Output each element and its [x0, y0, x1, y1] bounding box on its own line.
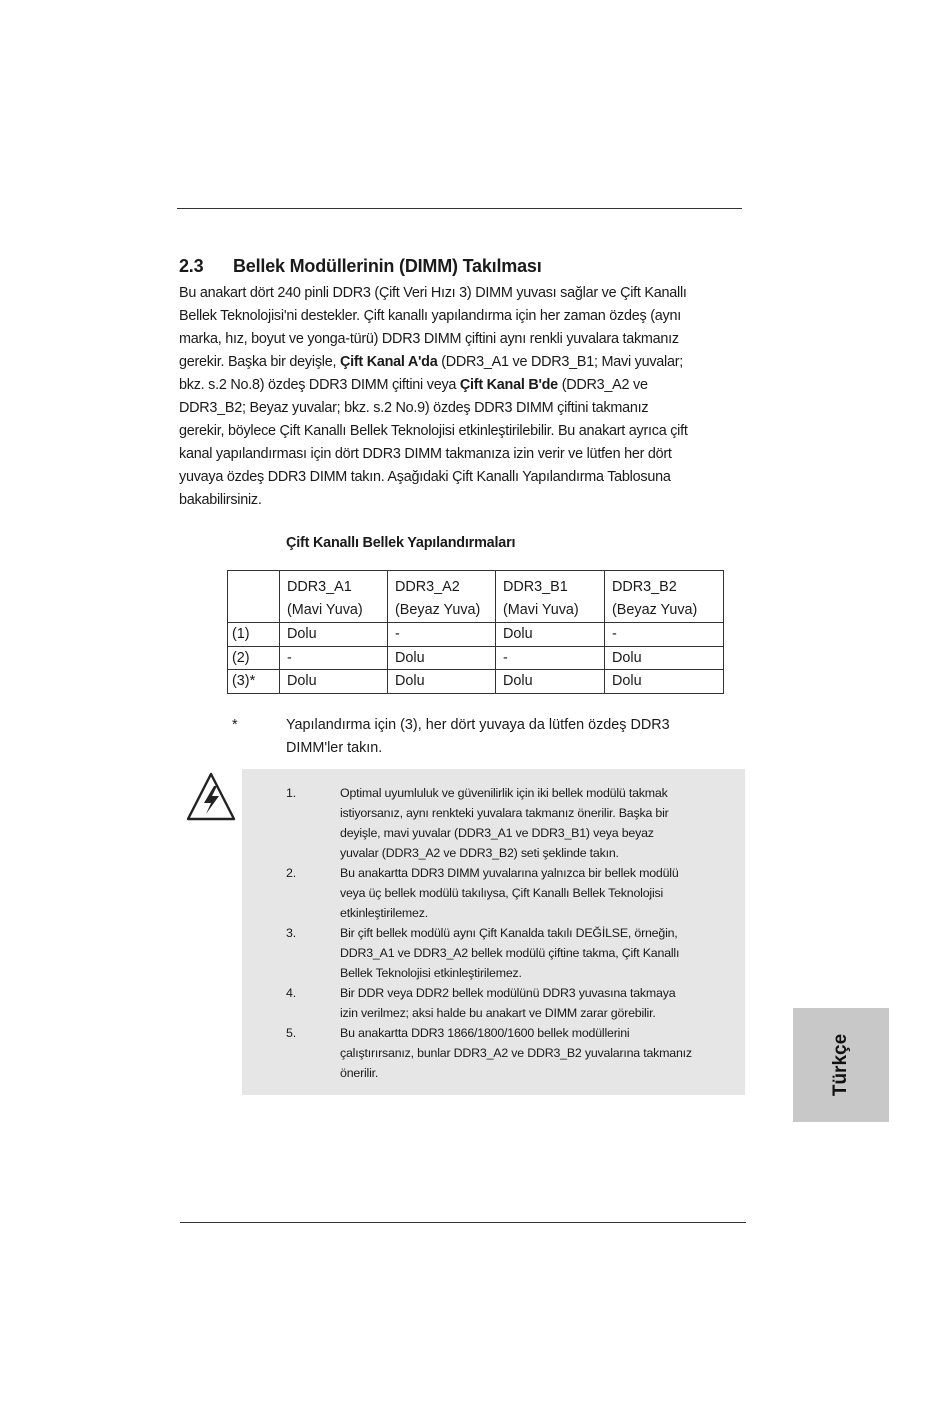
footnote-line: Yapılandırma için (3), her dört yuvaya da lütfen özdeş DDR3 — [286, 717, 670, 733]
intro-line — [179, 351, 749, 374]
table-cell: Dolu — [605, 646, 724, 670]
language-tab — [793, 1008, 889, 1122]
warning-line: Bir çift bellek modülü aynı Çift Kanalda takılı DEĞİLSE, örneğin, — [340, 926, 678, 940]
warning-line: izin verilmez; aksi halde bu anakart ve DIMM zarar görebilir. — [340, 1006, 656, 1020]
intro-line: gerekir, böylece Çift Kanallı Bellek Teknolojisi etkinleştirilebilir. Bu anakart ayrıca çift — [179, 423, 688, 439]
channel-a-emphasis: Çift Kanal A'da — [339, 354, 438, 370]
header-cell — [496, 571, 605, 623]
warning-number: 2. — [286, 866, 296, 880]
intro-text: (DDR3_A2 ve — [561, 377, 648, 393]
header-slot: DDR3_A2 — [395, 579, 460, 595]
top-rule — [177, 208, 742, 209]
intro-line: kanal yapılandırması için dört DDR3 DIMM takmanıza izin verir ve lütfen her dört — [179, 446, 672, 462]
table-title: Çift Kanallı Bellek Yapılandırmaları — [286, 535, 516, 551]
footnote-line: DIMM'ler takın. — [286, 740, 383, 756]
warning-line: Bu anakartta DDR3 1866/1800/1600 bellek modüllerini — [340, 1026, 630, 1040]
section-number: 2.3 — [179, 256, 204, 276]
table-cell: Dolu — [280, 670, 388, 694]
warning-line: Bir DDR veya DDR2 bellek modülünü DDR3 yuvasına takmaya — [340, 986, 676, 1000]
warning-line: DDR3_A1 ve DDR3_A2 bellek modülü çiftine takma, Çift Kanallı — [340, 946, 680, 960]
warning-number: 3. — [286, 926, 296, 940]
table-row — [228, 623, 724, 647]
intro-line: Bellek Teknolojisi'ni destekler. Çift kanallı yapılandırma için her zaman özdeş (aynı — [179, 308, 681, 324]
header-color: (Mavi Yuva) — [287, 602, 363, 618]
intro-paragraph — [179, 282, 749, 512]
warning-item — [286, 863, 740, 923]
table-cell: - — [496, 646, 605, 670]
table-cell: - — [388, 623, 496, 647]
warning-line: çalıştırırsanız, bunlar DDR3_A2 ve DDR3_B2 yuvalarına takmanız — [340, 1046, 692, 1060]
warning-line: etkinleştirilemez. — [340, 906, 428, 920]
warning-text — [340, 783, 740, 863]
intro-line: Bu anakart dört 240 pinli DDR3 (Çift Veri Hızı 3) DIMM yuvası sağlar ve Çift Kanallı — [179, 285, 687, 301]
warning-text — [340, 1023, 740, 1083]
channel-b-emphasis: Çift Kanal B'de — [459, 377, 558, 393]
warning-item — [286, 983, 740, 1023]
warning-number: 5. — [286, 1026, 296, 1040]
warning-line: Bellek Teknolojisi etkinleştirilemez. — [340, 966, 522, 980]
intro-line: yuvaya özdeş DDR3 DIMM takın. Aşağıdaki Çift Kanallı Yapılandırma Tablosuna — [179, 469, 671, 485]
header-slot: DDR3_B2 — [612, 579, 677, 595]
warning-line: istiyorsanız, aynı renkteki yuvalara takmanız önerilir. Başka bir — [340, 806, 669, 820]
warning-item — [286, 923, 740, 983]
warning-item — [286, 1023, 740, 1083]
warning-text — [340, 863, 740, 923]
warning-item — [286, 783, 740, 863]
warning-list — [286, 783, 740, 1083]
table-header-row — [228, 571, 724, 623]
warning-line: Bu anakartta DDR3 DIMM yuvalarına yalnızca bir bellek modülü — [340, 866, 679, 880]
row-label: (3)* — [228, 670, 280, 694]
footnote-marker: * — [232, 717, 238, 733]
warning-line: önerilir. — [340, 1066, 379, 1080]
intro-line — [179, 374, 749, 397]
header-slot: DDR3_A1 — [287, 579, 352, 595]
row-label: (1) — [228, 623, 280, 647]
header-slot: DDR3_B1 — [503, 579, 568, 595]
warning-text — [340, 983, 740, 1023]
table-cell: Dolu — [496, 670, 605, 694]
intro-text: gerekir. Başka bir deyişle, — [179, 354, 337, 370]
table-cell: - — [280, 646, 388, 670]
section-title: Bellek Modüllerinin (DIMM) Takılması — [233, 256, 542, 276]
dual-channel-config-table — [227, 570, 724, 694]
header-cell — [605, 571, 724, 623]
header-cell — [280, 571, 388, 623]
warning-line: yuvalar (DDR3_A2 ve DDR3_B2) seti şeklinde takın. — [340, 846, 619, 860]
header-color: (Beyaz Yuva) — [395, 602, 481, 618]
section-heading — [179, 256, 759, 277]
warning-lightning-icon — [186, 772, 236, 822]
intro-line: DDR3_B2; Beyaz yuvalar; bkz. s.2 No.9) özdeş DDR3 DIMM çiftini takmanız — [179, 400, 649, 416]
warning-line: deyişle, mavi yuvalar (DDR3_A1 ve DDR3_B1) veya beyaz — [340, 826, 654, 840]
header-empty-cell — [228, 571, 280, 623]
header-cell — [388, 571, 496, 623]
table-cell: Dolu — [388, 646, 496, 670]
table-cell: - — [605, 623, 724, 647]
warning-text — [340, 923, 740, 983]
warning-number: 1. — [286, 786, 296, 800]
intro-text: bkz. s.2 No.8) özdeş DDR3 DIMM çiftini veya — [179, 377, 457, 393]
language-tab-label: Türkçe — [830, 1033, 851, 1097]
table-cell: Dolu — [496, 623, 605, 647]
table-cell: Dolu — [605, 670, 724, 694]
table-row — [228, 646, 724, 670]
intro-line: marka, hız, boyut ve yonga-türü) DDR3 DIMM çiftini aynı renkli yuvalara takmanız — [179, 331, 679, 347]
intro-line: bakabilirsiniz. — [179, 492, 262, 508]
table-cell: Dolu — [388, 670, 496, 694]
warning-line: Optimal uyumluluk ve güvenilirlik için iki bellek modülü takmak — [340, 786, 668, 800]
table-row — [228, 670, 724, 694]
row-label: (2) — [228, 646, 280, 670]
header-color: (Mavi Yuva) — [503, 602, 579, 618]
warning-line: veya üç bellek modülü takılıysa, Çift Kanallı Bellek Teknolojisi — [340, 886, 664, 900]
bottom-rule — [180, 1222, 746, 1223]
header-color: (Beyaz Yuva) — [612, 602, 698, 618]
intro-text: (DDR3_A1 ve DDR3_B1; Mavi yuvalar; — [441, 354, 684, 370]
table-cell: Dolu — [280, 623, 388, 647]
warning-number: 4. — [286, 986, 296, 1000]
footnote-text — [286, 714, 726, 760]
